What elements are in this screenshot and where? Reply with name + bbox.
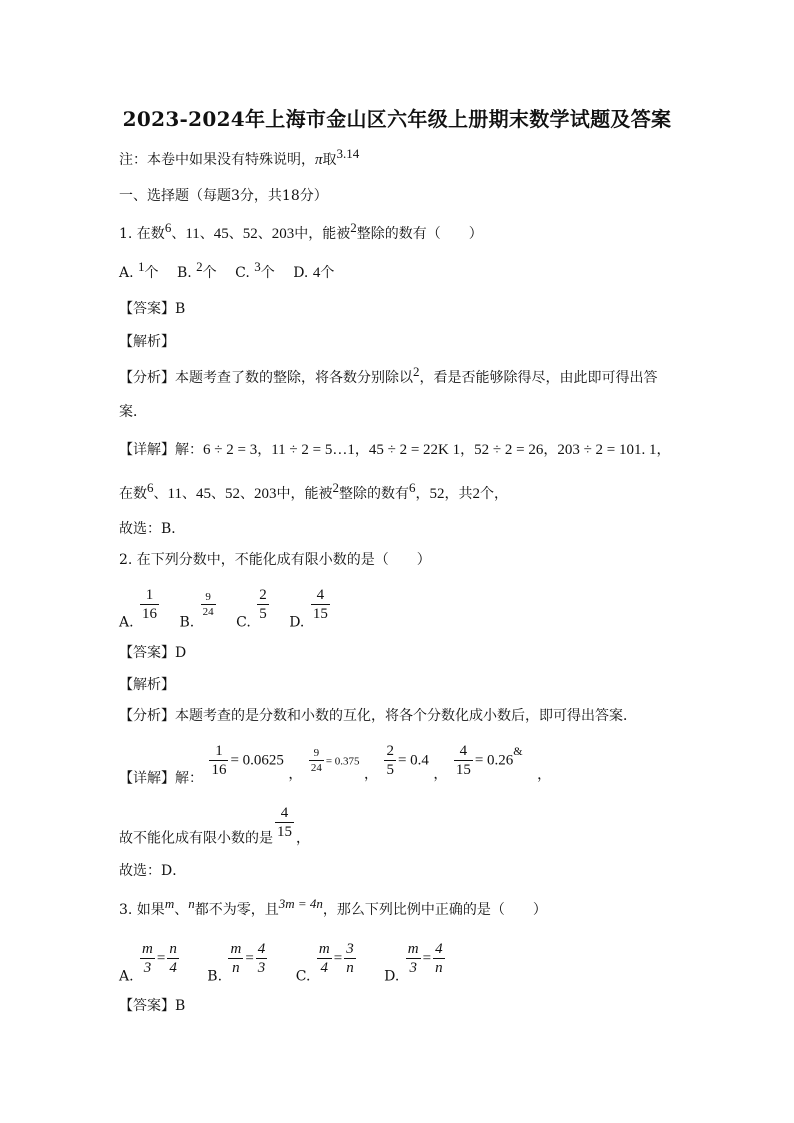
- frac-den: 3: [409, 960, 417, 976]
- concl-d: ，: [415, 486, 430, 502]
- concl-text: 故不能化成有限小数的是: [119, 830, 273, 847]
- q1-sep: 、: [257, 226, 272, 242]
- q1-analysis-b: ，看是否能够除得尽，由此即可得出答: [419, 370, 658, 386]
- concl-c: 整除的数有: [338, 486, 409, 502]
- q3-options: [119, 940, 447, 986]
- q2-option-d-fraction: [311, 586, 330, 623]
- q1-option-d: [293, 263, 334, 283]
- q3-b-left: [228, 940, 243, 977]
- detail-frac-4: [454, 742, 473, 779]
- frac-den: 15: [312, 606, 328, 622]
- option-num: 4: [312, 265, 321, 281]
- q1-option-b: [176, 259, 217, 283]
- q3-stem-a: 3. 如果: [119, 902, 165, 918]
- q1-sep: 、: [228, 226, 243, 242]
- q2-option-a-fraction: [140, 586, 159, 623]
- q1-jiexi: 【解析】: [119, 334, 175, 350]
- q1-stem: [119, 220, 483, 244]
- concl-answer-num: 52: [429, 486, 445, 502]
- q1-stem-b: 中，能被: [294, 226, 351, 242]
- frac-den: 16: [142, 606, 158, 622]
- frac-den: n: [435, 960, 443, 976]
- q2-option-b-fraction: [201, 590, 216, 619]
- concl-f: 个，: [479, 486, 508, 502]
- frac-den: 4: [169, 960, 177, 976]
- q3-sep: 、: [174, 902, 189, 918]
- frac-num: n: [169, 941, 177, 957]
- frac-num: m: [142, 941, 153, 957]
- detail-comma: ，: [543, 442, 558, 458]
- frac-den: n: [346, 960, 354, 976]
- note-mid: 取: [322, 152, 337, 168]
- q1-analysis-a: 【分析】本题考查了数的整除，将各数分别除以: [119, 370, 413, 386]
- frac-den: 16: [211, 762, 227, 778]
- frac-num: 4: [257, 941, 266, 957]
- q1-option-c: [235, 259, 275, 283]
- option-unit: 个: [144, 265, 159, 281]
- q3-a-right: [167, 940, 179, 977]
- q1-choose: 故选：B．: [119, 521, 186, 537]
- frac-den: 5: [259, 606, 267, 622]
- concl-num: 45: [195, 486, 211, 502]
- frac-den: 15: [277, 824, 292, 840]
- q1-option-a: [119, 259, 159, 283]
- q1-sep: 、: [210, 486, 225, 502]
- page-title: 2023-2024年上海市金山区六年级上册期末数学试题及答案: [122, 107, 672, 131]
- detail-comma: ，: [354, 442, 369, 458]
- detail-eq: 203 ÷ 2 = 101. 1: [557, 442, 657, 458]
- frac-den: 24: [310, 762, 322, 774]
- var-n: n: [188, 896, 195, 911]
- q2-options: [119, 586, 332, 632]
- frac-den: 15: [455, 762, 471, 778]
- equals: =: [333, 950, 343, 967]
- detail-comma: ，: [288, 766, 303, 783]
- q3-d-left: [406, 940, 421, 977]
- option-label: B.: [207, 968, 223, 985]
- frac-den: 3: [143, 960, 152, 976]
- q1-stem-c: 整除的数有（ ）: [356, 226, 483, 242]
- frac-num: 2: [259, 587, 267, 603]
- concl-num: 203: [253, 486, 277, 502]
- q1-num: 11: [185, 226, 200, 242]
- option-num: 2: [196, 259, 203, 274]
- detail-eq: = 0.26: [474, 752, 514, 769]
- q2-choose: 故选：D．: [119, 863, 187, 879]
- q2-detail: [119, 742, 551, 788]
- option-num: 3: [254, 259, 261, 274]
- detail-eq: 45 ÷ 2 = 22K 1: [368, 442, 461, 458]
- q1-num: 45: [213, 226, 229, 242]
- section-heading: 一、选择题（每题3分，共18分）: [119, 188, 328, 204]
- q1-sep: 、: [239, 486, 254, 502]
- detail-comma: ，: [257, 442, 272, 458]
- q2-analysis: 【分析】本题考查的是分数和小数的互化，将各个分数化成小数后，即可得出答案．: [119, 708, 637, 724]
- equals: =: [245, 950, 254, 967]
- q2-option-c-fraction: [257, 586, 269, 623]
- detail-eq: 11 ÷ 2 = 5…1: [271, 442, 355, 458]
- note-prefix: 注：本卷中如果没有特殊说明，: [119, 152, 315, 168]
- q1-num: 52: [242, 226, 258, 242]
- frac-num: 4: [454, 742, 473, 761]
- detail-comma: ，: [433, 766, 448, 783]
- frac-num: m: [407, 941, 419, 957]
- concl-num: 6: [147, 480, 154, 495]
- q1-sep: 、: [181, 486, 196, 502]
- frac-num: 4: [311, 586, 330, 605]
- concl-a: 在数: [119, 486, 147, 502]
- option-unit: 个: [320, 265, 335, 281]
- frac-num: 9: [201, 590, 216, 605]
- concl-num: 52: [224, 486, 240, 502]
- q2-conclusion: [119, 804, 310, 848]
- q2-stem: 2. 在下列分数中，不能化成有限小数的是（ ）: [119, 552, 431, 568]
- concl-num: 11: [167, 486, 182, 502]
- q1-analysis-cont: 案．: [119, 404, 147, 420]
- equals: =: [156, 950, 166, 967]
- frac-num: m: [230, 941, 242, 957]
- q1-conclusion: [119, 480, 508, 504]
- frac-den: 24: [202, 606, 214, 618]
- q1-options: [119, 259, 335, 283]
- option-label: D.: [289, 614, 305, 631]
- option-unit: 个: [202, 265, 217, 281]
- q3-a-left: [140, 940, 155, 977]
- detail-frac-1: [209, 742, 228, 779]
- option-label: C.: [235, 265, 250, 281]
- frac-den: 4: [320, 960, 329, 976]
- frac-num: 4: [435, 941, 443, 957]
- concl-two: 2: [332, 480, 339, 495]
- option-label: A.: [119, 614, 134, 631]
- var-m: m: [164, 896, 175, 911]
- q3-stem-c: ，那么下列比例中正确的是（ ）: [322, 902, 547, 918]
- option-label: B.: [179, 614, 195, 631]
- frac-num: m: [318, 941, 330, 957]
- pi-value: 3.14: [336, 146, 360, 161]
- detail-comma: ，: [656, 442, 671, 458]
- option-label: C.: [295, 968, 311, 985]
- q2-jiexi: 【解析】: [119, 677, 175, 693]
- detail-eq: 52 ÷ 2 = 26: [474, 442, 544, 458]
- concl-end: ，: [296, 830, 310, 847]
- option-label: B.: [176, 265, 192, 281]
- frac-den: 3: [257, 960, 266, 976]
- detail-label: 【详解】解：: [119, 442, 203, 458]
- q1-num: 6: [164, 220, 172, 235]
- q1-stem-a: 1. 在数: [119, 226, 165, 242]
- frac-den: 5: [386, 762, 394, 778]
- detail-comma: ，: [364, 766, 378, 783]
- q3-stem-b: 都不为零，且: [194, 902, 279, 918]
- q1-detail: [119, 440, 671, 460]
- detail-eq: = 0.4: [397, 752, 429, 769]
- pi-symbol: π: [315, 152, 323, 168]
- option-unit: 个: [260, 265, 275, 281]
- q1-sep: 、: [171, 226, 186, 242]
- q1-sep: 、: [153, 486, 168, 502]
- option-label: D.: [384, 968, 400, 985]
- q1-num: 203: [271, 226, 295, 242]
- concl-b: 中，能被: [276, 486, 333, 502]
- frac-den: n: [232, 960, 240, 976]
- concl-e: ，共: [444, 486, 473, 502]
- detail-comma: ，: [537, 766, 552, 783]
- detail-frac-3: [384, 742, 396, 779]
- q1-analysis: [119, 364, 658, 388]
- detail-label: 【详解】解：: [119, 770, 203, 787]
- q3-condition: 3m = 4n: [278, 896, 323, 911]
- detail-eq: 6 ÷ 2 = 3: [203, 442, 258, 458]
- repeat-dot: &: [513, 743, 523, 758]
- detail-frac-2: [309, 746, 324, 775]
- option-label: C.: [236, 614, 251, 631]
- note-line: [119, 146, 360, 170]
- concl-count: 2: [472, 486, 480, 502]
- q1-answer: 【答案】B: [119, 301, 186, 317]
- option-label: A.: [119, 968, 134, 985]
- q3-b-right: [256, 940, 268, 977]
- detail-eq: = 0.375: [325, 755, 360, 768]
- q3-d-right: [433, 940, 445, 977]
- option-label: A.: [119, 265, 134, 281]
- frac-num: 3: [346, 941, 354, 957]
- q2-answer: 【答案】D: [119, 645, 187, 661]
- q1-sep: 、: [199, 226, 214, 242]
- frac-num: 1: [209, 742, 228, 761]
- q3-c-left: [317, 940, 332, 977]
- q3-answer: 【答案】B: [119, 998, 186, 1014]
- option-label: D.: [293, 265, 309, 281]
- detail-comma: ，: [460, 442, 475, 458]
- q3-stem: [119, 896, 547, 920]
- q3-c-right: [344, 940, 356, 977]
- option-num: 1: [138, 259, 145, 274]
- q1-analysis-two: 2: [413, 364, 420, 379]
- q1-divisor: 2: [350, 220, 357, 235]
- frac-num: 2: [386, 743, 394, 759]
- concl-frac: [275, 804, 294, 841]
- frac-num: 9: [309, 746, 324, 761]
- concl-answer-num: 6: [408, 480, 416, 495]
- frac-num: 1: [140, 586, 159, 605]
- frac-num: 4: [275, 804, 294, 823]
- detail-eq: = 0.0625: [230, 752, 284, 769]
- equals: =: [422, 950, 432, 967]
